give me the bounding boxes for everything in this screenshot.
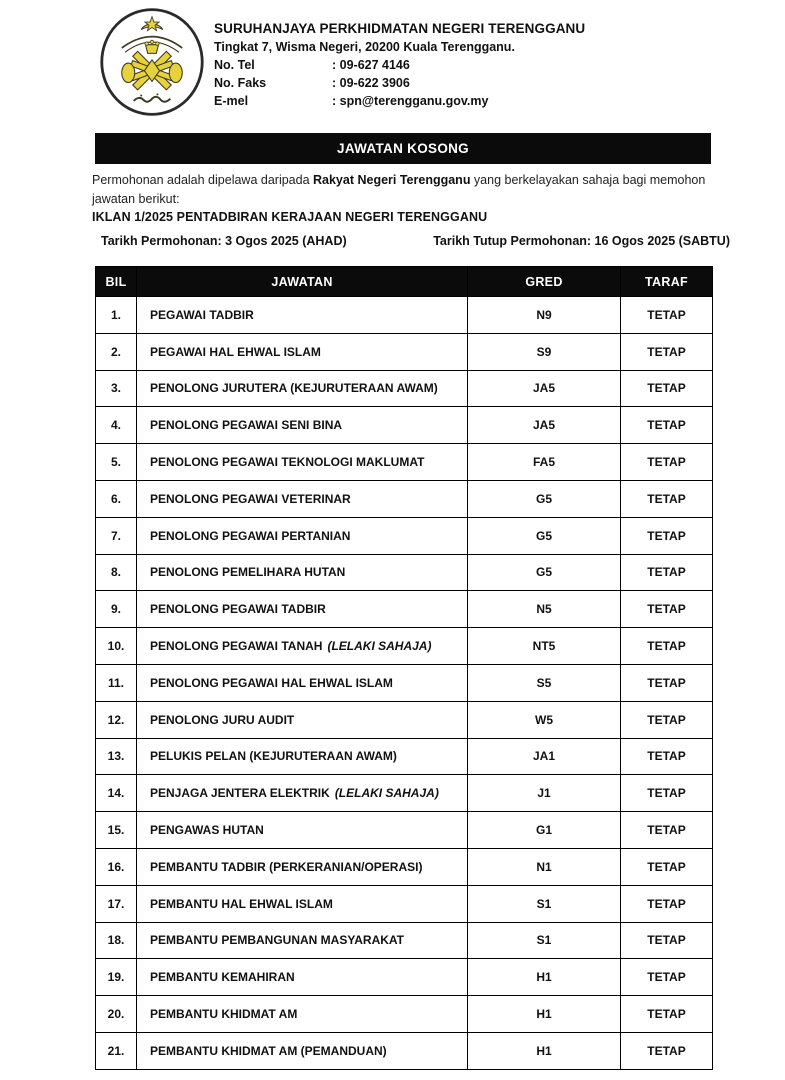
table-row <box>96 922 713 959</box>
application-open-date: Tarikh Permohonan: 3 Ogos 2025 (AHAD) <box>101 234 347 248</box>
table-row <box>96 407 713 444</box>
row-status: TETAP <box>621 297 713 334</box>
row-position: PENOLONG PEMELIHARA HUTAN <box>137 554 468 591</box>
row-grade: G5 <box>468 480 621 517</box>
row-position: PEGAWAI HAL EHWAL ISLAM <box>137 333 468 370</box>
header-gred: GRED <box>468 267 621 297</box>
row-position: PELUKIS PELAN (KEJURUTERAAN AWAM) <box>137 738 468 775</box>
row-position: PENOLONG PEGAWAI TANAH (LELAKI SAHAJA) <box>137 628 468 665</box>
table-row <box>96 775 713 812</box>
tel-value: : 09-627 4146 <box>332 58 410 72</box>
row-number: 18. <box>96 922 137 959</box>
row-status: TETAP <box>621 628 713 665</box>
row-status: TETAP <box>621 848 713 885</box>
row-position: PENOLONG PEGAWAI TADBIR <box>137 591 468 628</box>
row-grade: JA5 <box>468 407 621 444</box>
vacancy-banner <box>95 133 711 164</box>
row-status: TETAP <box>621 701 713 738</box>
header-jawatan: JAWATAN <box>137 267 468 297</box>
header-taraf: TARAF <box>621 267 713 297</box>
table-row <box>96 738 713 775</box>
row-status: TETAP <box>621 996 713 1033</box>
row-number: 21. <box>96 1032 137 1069</box>
row-grade: G5 <box>468 554 621 591</box>
row-number: 17. <box>96 885 137 922</box>
tel-label: No. Tel <box>214 58 255 72</box>
table-row <box>96 554 713 591</box>
vacancy-table <box>95 266 713 1070</box>
vacancy-table-body <box>96 297 713 1070</box>
row-status: TETAP <box>621 333 713 370</box>
row-position: PENGAWAS HUTAN <box>137 812 468 849</box>
row-grade: H1 <box>468 959 621 996</box>
row-number: 16. <box>96 848 137 885</box>
email-value: : spn@terengganu.gov.my <box>332 94 489 108</box>
row-grade: N5 <box>468 591 621 628</box>
row-number: 13. <box>96 738 137 775</box>
row-position: PENOLONG PEGAWAI SENI BINA <box>137 407 468 444</box>
row-number: 10. <box>96 628 137 665</box>
row-status: TETAP <box>621 591 713 628</box>
row-grade: J1 <box>468 775 621 812</box>
row-position: PENOLONG PEGAWAI PERTANIAN <box>137 517 468 554</box>
table-row <box>96 370 713 407</box>
table-row <box>96 996 713 1033</box>
row-status: TETAP <box>621 407 713 444</box>
row-position: PENOLONG JURUTERA (KEJURUTERAAN AWAM) <box>137 370 468 407</box>
table-row <box>96 444 713 481</box>
row-number: 7. <box>96 517 137 554</box>
row-position: PEGAWAI TADBIR <box>137 297 468 334</box>
advert-title: IKLAN 1/2025 PENTADBIRAN KERAJAAN NEGERI TERENGGANU <box>92 210 488 224</box>
row-status: TETAP <box>621 959 713 996</box>
row-grade: S9 <box>468 333 621 370</box>
table-row <box>96 591 713 628</box>
row-position: PEMBANTU KHIDMAT AM (PEMANDUAN) <box>137 1032 468 1069</box>
row-position: PEMBANTU KEMAHIRAN <box>137 959 468 996</box>
row-status: TETAP <box>621 812 713 849</box>
row-number: 14. <box>96 775 137 812</box>
row-status: TETAP <box>621 517 713 554</box>
row-position-note: (LELAKI SAHAJA) <box>334 786 439 801</box>
contact-fax <box>214 76 585 90</box>
row-grade: G5 <box>468 517 621 554</box>
row-grade: JA5 <box>468 370 621 407</box>
contact-block <box>214 21 585 108</box>
row-grade: S1 <box>468 885 621 922</box>
row-position: PEMBANTU HAL EHWAL ISLAM <box>137 885 468 922</box>
row-number: 3. <box>96 370 137 407</box>
row-status: TETAP <box>621 922 713 959</box>
table-row <box>96 885 713 922</box>
row-number: 6. <box>96 480 137 517</box>
row-grade: H1 <box>468 1032 621 1069</box>
table-row <box>96 664 713 701</box>
row-grade: G1 <box>468 812 621 849</box>
contact-email <box>214 94 585 108</box>
row-status: TETAP <box>621 370 713 407</box>
terengganu-crest-logo <box>98 8 206 116</box>
fax-label: No. Faks <box>214 76 267 90</box>
header-bil: BIL <box>96 267 137 297</box>
row-number: 11. <box>96 664 137 701</box>
row-number: 5. <box>96 444 137 481</box>
table-row <box>96 1032 713 1069</box>
application-close-date: Tarikh Tutup Permohonan: 16 Ogos 2025 (SABTU) <box>433 234 730 248</box>
letterhead <box>98 8 585 116</box>
row-position: PEMBANTU TADBIR (PERKERANIAN/OPERASI) <box>137 848 468 885</box>
row-number: 1. <box>96 297 137 334</box>
table-row <box>96 812 713 849</box>
row-number: 15. <box>96 812 137 849</box>
table-row <box>96 517 713 554</box>
row-position: PENOLONG PEGAWAI HAL EHWAL ISLAM <box>137 664 468 701</box>
row-grade: H1 <box>468 996 621 1033</box>
row-number: 19. <box>96 959 137 996</box>
org-address: Tingkat 7, Wisma Negeri, 20200 Kuala Terengganu. <box>214 40 515 54</box>
row-grade: N9 <box>468 297 621 334</box>
row-grade: JA1 <box>468 738 621 775</box>
intro-text-before: Permohonan adalah dipelawa daripada <box>92 173 313 187</box>
row-position-note: (LELAKI SAHAJA) <box>327 639 432 654</box>
table-row <box>96 297 713 334</box>
table-header-row <box>96 267 713 297</box>
row-status: TETAP <box>621 554 713 591</box>
row-number: 2. <box>96 333 137 370</box>
contact-tel <box>214 58 585 72</box>
row-status: TETAP <box>621 775 713 812</box>
intro-paragraph <box>92 171 724 209</box>
row-position: PENOLONG JURU AUDIT <box>137 701 468 738</box>
row-grade: W5 <box>468 701 621 738</box>
row-number: 8. <box>96 554 137 591</box>
table-row <box>96 333 713 370</box>
row-position: PENOLONG PEGAWAI VETERINAR <box>137 480 468 517</box>
row-grade: FA5 <box>468 444 621 481</box>
row-position: PENOLONG PEGAWAI TEKNOLOGI MAKLUMAT <box>137 444 468 481</box>
row-grade: S1 <box>468 922 621 959</box>
row-status: TETAP <box>621 480 713 517</box>
row-status: TETAP <box>621 664 713 701</box>
email-label: E-mel <box>214 94 249 108</box>
table-row <box>96 480 713 517</box>
row-position: PENJAGA JENTERA ELEKTRIK (LELAKI SAHAJA) <box>137 775 468 812</box>
fax-value: : 09-622 3906 <box>332 76 410 90</box>
row-status: TETAP <box>621 885 713 922</box>
row-number: 4. <box>96 407 137 444</box>
dates-row <box>101 234 730 248</box>
row-status: TETAP <box>621 1032 713 1069</box>
org-name: SURUHANJAYA PERKHIDMATAN NEGERI TERENGGANU <box>214 21 586 36</box>
row-status: TETAP <box>621 444 713 481</box>
intro-text-after: yang berkelayakan sahaja bagi memohon jawatan berikut: <box>92 173 706 206</box>
vacancy-banner-title: JAWATAN KOSONG <box>337 141 469 156</box>
row-number: 12. <box>96 701 137 738</box>
row-grade: N1 <box>468 848 621 885</box>
row-position: PEMBANTU KHIDMAT AM <box>137 996 468 1033</box>
row-number: 20. <box>96 996 137 1033</box>
row-position: PEMBANTU PEMBANGUNAN MASYARAKAT <box>137 922 468 959</box>
intro-text-bold: Rakyat Negeri Terengganu <box>313 173 471 187</box>
table-row <box>96 959 713 996</box>
table-row <box>96 701 713 738</box>
table-row <box>96 628 713 665</box>
row-number: 9. <box>96 591 137 628</box>
row-grade: S5 <box>468 664 621 701</box>
row-status: TETAP <box>621 738 713 775</box>
row-grade: NT5 <box>468 628 621 665</box>
table-row <box>96 848 713 885</box>
